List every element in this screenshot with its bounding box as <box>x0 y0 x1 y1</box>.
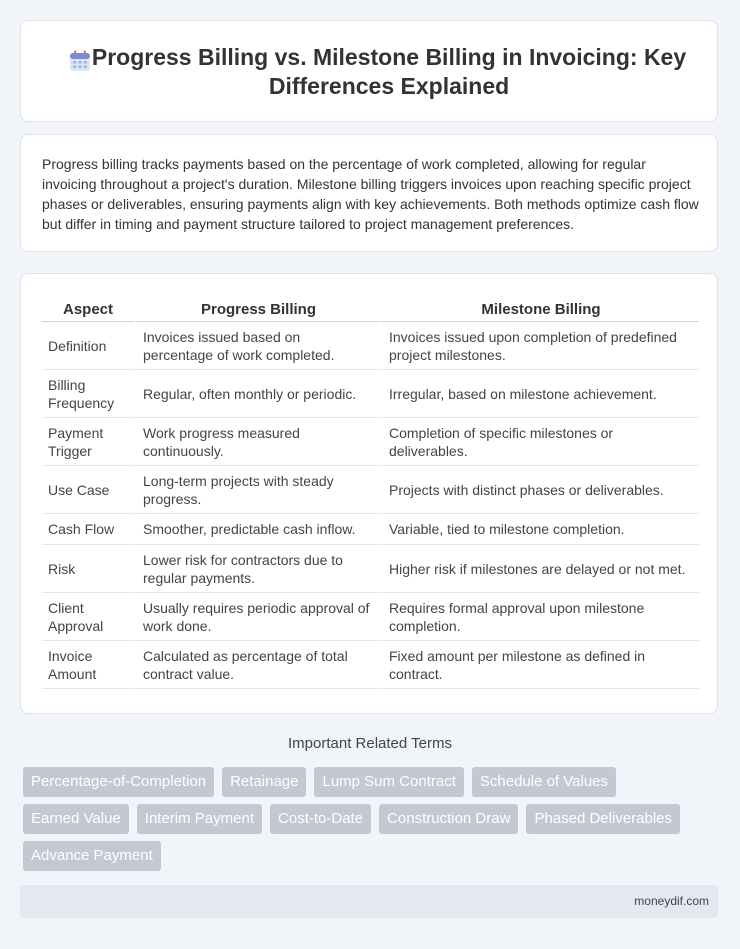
row-progress-value: Long-term projects with steady progress. <box>134 466 380 514</box>
intro-card <box>20 134 718 252</box>
table-header-row <box>42 294 699 322</box>
row-aspect: Invoice Amount <box>42 641 134 689</box>
row-aspect: Risk <box>42 545 134 593</box>
footer-site-link[interactable]: moneydif.com <box>634 894 709 908</box>
related-term-tag[interactable]: Earned Value <box>23 804 129 834</box>
footer <box>20 885 718 918</box>
related-terms-heading: Important Related Terms <box>288 735 452 752</box>
table-row <box>42 514 699 545</box>
row-aspect: Billing Frequency <box>42 370 134 418</box>
table-row <box>42 418 699 466</box>
row-progress-value: Invoices issued based on percentage of work completed. <box>134 322 380 370</box>
row-aspect: Payment Trigger <box>42 418 134 466</box>
row-aspect: Client Approval <box>42 593 134 641</box>
table-row <box>42 322 699 370</box>
row-progress-value: Lower risk for contractors due to regular payments. <box>134 545 380 593</box>
row-progress-value: Usually requires periodic approval of work done. <box>134 593 380 641</box>
related-term-tag[interactable]: Cost-to-Date <box>270 804 371 834</box>
related-term-tag[interactable]: Phased Deliverables <box>526 804 680 834</box>
related-term-tag[interactable]: Interim Payment <box>137 804 262 834</box>
related-term-tag[interactable]: Advance Payment <box>23 841 161 871</box>
row-milestone-value: Invoices issued upon completion of predefined project milestones. <box>380 322 699 370</box>
row-milestone-value: Requires formal approval upon milestone completion. <box>380 593 699 641</box>
row-progress-value: Work progress measured continuously. <box>134 418 380 466</box>
table-row <box>42 545 699 593</box>
intro-paragraph: Progress billing tracks payments based on the percentage of work completed, allowing for regular invoicing throughout a project's duration. Milestone billing triggers invoices upon reaching specific project phases or deliverables, ensuring payments align with key achievements. Both methods optimize cash flow but differ in timing and payment structure tailored to project management preferences. <box>42 156 699 232</box>
related-term-tag[interactable]: Lump Sum Contract <box>314 767 463 797</box>
related-term-tag[interactable]: Percentage-of-Completion <box>23 767 214 797</box>
header-aspect: Aspect <box>42 294 134 322</box>
table-row <box>42 593 699 641</box>
row-milestone-value: Higher risk if milestones are delayed or not met. <box>380 545 699 593</box>
row-milestone-value: Completion of specific milestones or deliverables. <box>380 418 699 466</box>
row-milestone-value: Variable, tied to milestone completion. <box>380 514 699 545</box>
comparison-table <box>42 294 699 689</box>
row-milestone-value: Irregular, based on milestone achievement. <box>380 370 699 418</box>
header-progress-billing: Progress Billing <box>134 294 380 322</box>
related-term-tag[interactable]: Retainage <box>222 767 306 797</box>
row-aspect: Definition <box>42 322 134 370</box>
row-aspect: Use Case <box>42 466 134 514</box>
header-milestone-billing: Milestone Billing <box>380 294 699 322</box>
row-progress-value: Regular, often monthly or periodic. <box>134 370 380 418</box>
row-progress-value: Smoother, predictable cash inflow. <box>134 514 380 545</box>
table-row <box>42 466 699 514</box>
row-progress-value: Calculated as percentage of total contract value. <box>134 641 380 689</box>
related-term-tag[interactable]: Schedule of Values <box>472 767 616 797</box>
page-title: Progress Billing vs. Milestone Billing in Invoicing: Key Differences Explained <box>91 44 687 99</box>
table-row <box>42 641 699 689</box>
row-aspect: Cash Flow <box>42 514 134 545</box>
row-milestone-value: Projects with distinct phases or deliverables. <box>380 466 699 514</box>
related-term-tag[interactable]: Construction Draw <box>379 804 518 834</box>
related-terms-list <box>23 767 723 871</box>
comparison-card <box>20 273 718 714</box>
table-row <box>42 370 699 418</box>
row-milestone-value: Fixed amount per milestone as defined in contract. <box>380 641 699 689</box>
title-card <box>20 20 718 122</box>
